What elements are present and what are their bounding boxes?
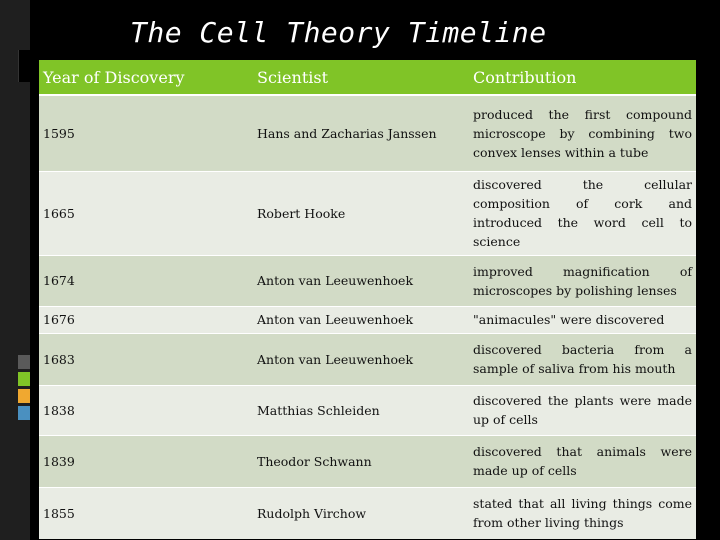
table-header-row bbox=[39, 60, 696, 95]
year-cell: 1683 bbox=[39, 333, 253, 385]
scientist-cell: Theodor Schwann bbox=[253, 435, 469, 487]
table-row bbox=[39, 385, 696, 435]
header-year: Year of Discovery bbox=[39, 60, 253, 95]
scientist-cell: Anton van Leeuwenhoek bbox=[253, 255, 469, 306]
year-cell: 1674 bbox=[39, 255, 253, 306]
year-cell: 1595 bbox=[39, 95, 253, 171]
scientist-cell: Rudolph Virchow bbox=[253, 487, 469, 539]
year-cell: 1838 bbox=[39, 385, 253, 435]
header-contribution: Contribution bbox=[469, 60, 696, 95]
header-scientist: Scientist bbox=[253, 60, 469, 95]
scientist-cell: Matthias Schleiden bbox=[253, 385, 469, 435]
table-row bbox=[39, 333, 696, 385]
scientist-cell: Robert Hooke bbox=[253, 171, 469, 255]
scientist-cell: Anton van Leeuwenhoek bbox=[253, 333, 469, 385]
year-cell: 1855 bbox=[39, 487, 253, 539]
contribution-cell: discovered the cellular composition of cork and introduced the word cell to science bbox=[469, 171, 696, 255]
year-cell: 1839 bbox=[39, 435, 253, 487]
table-row bbox=[39, 255, 696, 306]
accent-stripes bbox=[18, 355, 30, 423]
table-row bbox=[39, 171, 696, 255]
scientist-cell: Hans and Zacharias Janssen bbox=[253, 95, 469, 171]
scientist-cell: Anton van Leeuwenhoek bbox=[253, 306, 469, 333]
table-row bbox=[39, 435, 696, 487]
slide-title: The Cell Theory Timeline bbox=[130, 16, 547, 49]
timeline-table bbox=[39, 60, 696, 539]
contribution-cell: discovered bacteria from a sample of saliva from his mouth bbox=[469, 333, 696, 385]
year-cell: 1676 bbox=[39, 306, 253, 333]
table-row bbox=[39, 306, 696, 333]
year-cell: 1665 bbox=[39, 171, 253, 255]
contribution-cell: "animacules" were discovered bbox=[469, 306, 696, 333]
table-row bbox=[39, 95, 696, 171]
table-row bbox=[39, 487, 696, 539]
contribution-cell: produced the first compound microscope by combining two convex lenses within a tube bbox=[469, 95, 696, 171]
contribution-cell: stated that all living things come from other living things bbox=[469, 487, 696, 539]
contribution-cell: discovered the plants were made up of cells bbox=[469, 385, 696, 435]
contribution-cell: discovered that animals were made up of cells bbox=[469, 435, 696, 487]
accent-block bbox=[18, 50, 33, 82]
contribution-cell: improved magnification of microscopes by polishing lenses bbox=[469, 255, 696, 306]
